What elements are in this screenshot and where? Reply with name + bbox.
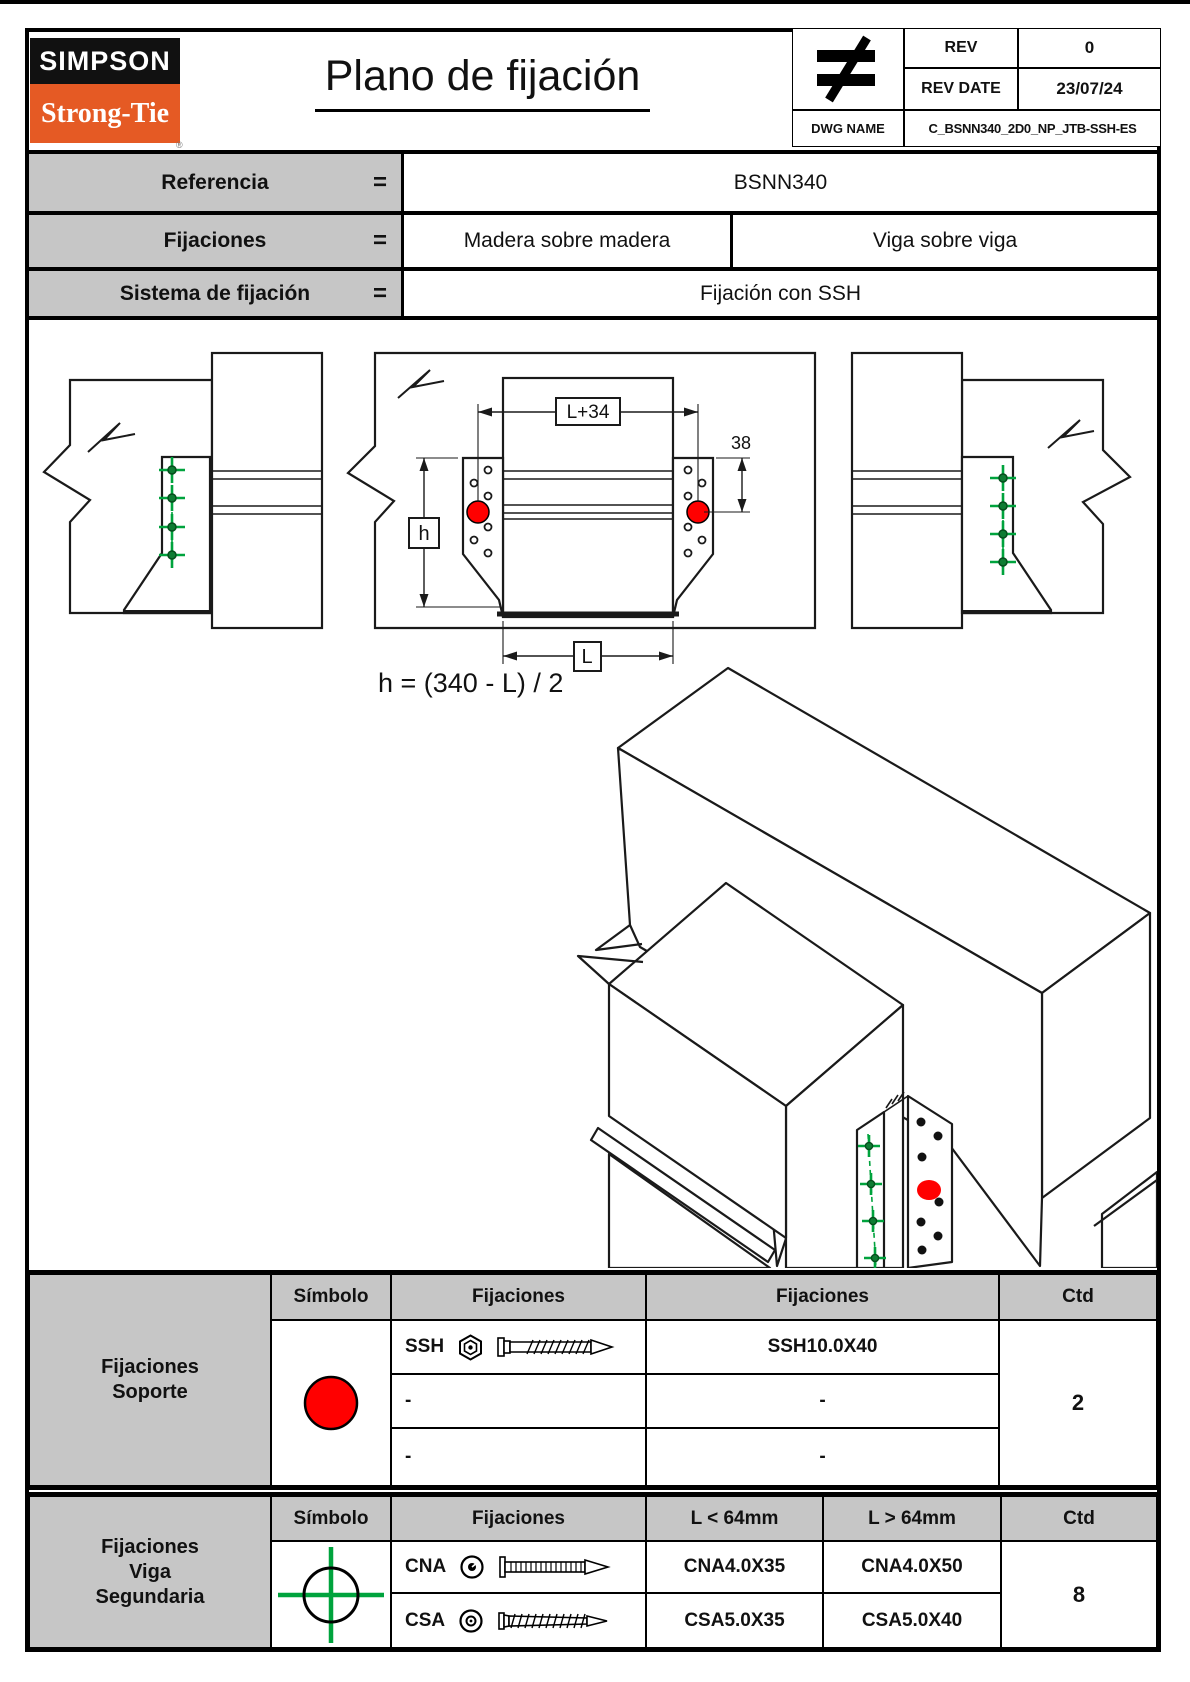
cna-head-icon [459, 1554, 485, 1580]
sheet-title-wrap [195, 52, 770, 112]
logo-strongtie: Strong-Tie [30, 84, 180, 143]
ssh-screw-icon [497, 1334, 615, 1360]
height-formula: h = (340 - L) / 2 [378, 668, 564, 698]
csa-lt-value: CSA5.0X35 [646, 1593, 823, 1648]
support-table-label: Fijaciones Soporte [29, 1274, 271, 1486]
ssh-code: SSH [405, 1336, 445, 1357]
dim-top-label: L+34 [566, 402, 610, 423]
info-row-sistema [25, 267, 1161, 320]
cna-nail-icon [498, 1554, 612, 1580]
fijaciones-value-1: Madera sobre madera [463, 229, 671, 252]
page-top-edge [0, 0, 1190, 4]
simpson-strongtie-logo [30, 38, 180, 143]
cna-row-desc [391, 1541, 646, 1593]
col-header-fijaciones: Fijaciones [391, 1274, 646, 1320]
col-header-ctd: Ctd [999, 1274, 1157, 1320]
csa-row-desc [391, 1593, 646, 1648]
support-row2-desc: - [391, 1374, 646, 1428]
equals-sign: = [372, 279, 387, 307]
secondary-table-label: Fijaciones Viga Segundaria [29, 1496, 271, 1648]
equals-sign: = [372, 227, 387, 254]
cna-gt-value: CNA4.0X50 [823, 1541, 1001, 1593]
dim-offset-label: 38 [730, 433, 752, 453]
secondary-fixings-table [25, 1492, 1161, 1652]
registered-trademark: ® [176, 140, 183, 150]
first-angle-projection-icon [805, 34, 891, 104]
fijaciones-value-2: Viga sobre viga [730, 215, 1157, 267]
support-row2-value: - [646, 1374, 999, 1428]
support-row3-desc: - [391, 1428, 646, 1486]
csa-screw-icon [497, 1608, 611, 1634]
support-qty: 2 [999, 1320, 1157, 1486]
csa-head-icon [458, 1608, 484, 1634]
isometric-view [578, 668, 1157, 1268]
rev-value: 0 [1018, 28, 1161, 68]
equals-sign: = [372, 168, 387, 196]
support-row3-value: - [646, 1428, 999, 1486]
projection-symbol-cell [792, 28, 904, 110]
revision-block [792, 28, 1161, 147]
col-header-fijaciones: Fijaciones [391, 1496, 646, 1541]
support-symbol-cell [271, 1320, 391, 1486]
col-header-gt64: L > 64mm [823, 1496, 1001, 1541]
referencia-value: BSNN340 [733, 170, 828, 194]
rev-label: REV [904, 28, 1018, 68]
side-view-right [852, 353, 1130, 628]
hex-washer-head-icon [457, 1334, 484, 1361]
side-view-left [44, 353, 322, 628]
dim-height-label: h [418, 523, 430, 545]
rev-date-label: REV DATE [904, 68, 1018, 110]
front-view-center [348, 353, 815, 628]
fijaciones-label: Fijaciones [163, 229, 267, 252]
support-fixing-symbol-icon [298, 1370, 364, 1436]
secondary-qty: 8 [1001, 1541, 1157, 1648]
sistema-value: Fijación con SSH [699, 281, 862, 305]
csa-gt-value: CSA5.0X40 [823, 1593, 1001, 1648]
cna-lt-value: CNA4.0X35 [646, 1541, 823, 1593]
info-row-referencia [25, 150, 1161, 215]
dwg-name-label: DWG NAME [792, 110, 904, 147]
referencia-label: Referencia [161, 170, 269, 194]
ssh-row-desc [391, 1320, 646, 1374]
ssh-fixing-marker-3d [917, 1180, 941, 1200]
dim-bottom-label: L [581, 646, 593, 668]
page-title: Plano de fijación [315, 52, 651, 112]
dwg-name-value: C_BSNN340_2D0_NP_JTB-SSH-ES [904, 110, 1161, 147]
csa-code: CSA [405, 1609, 446, 1631]
info-row-fijaciones [25, 211, 1161, 271]
rev-date-value: 23/07/24 [1018, 68, 1161, 110]
col-header-simbolo: Símbolo [271, 1274, 391, 1320]
col-header-fijaciones2: Fijaciones [646, 1274, 999, 1320]
logo-simpson: SIMPSON [30, 38, 180, 84]
support-fixings-table [25, 1270, 1161, 1490]
sistema-label: Sistema de fijación [119, 281, 311, 305]
col-header-ctd: Ctd [1001, 1496, 1157, 1541]
col-header-simbolo: Símbolo [271, 1496, 391, 1541]
cna-code: CNA [405, 1556, 447, 1577]
technical-drawing [25, 314, 1157, 1268]
ssh-row-value: SSH10.0X40 [646, 1320, 999, 1374]
col-header-lt64: L < 64mm [646, 1496, 823, 1541]
secondary-fixing-symbol-icon [272, 1545, 390, 1645]
secondary-symbol-cell [271, 1541, 391, 1648]
